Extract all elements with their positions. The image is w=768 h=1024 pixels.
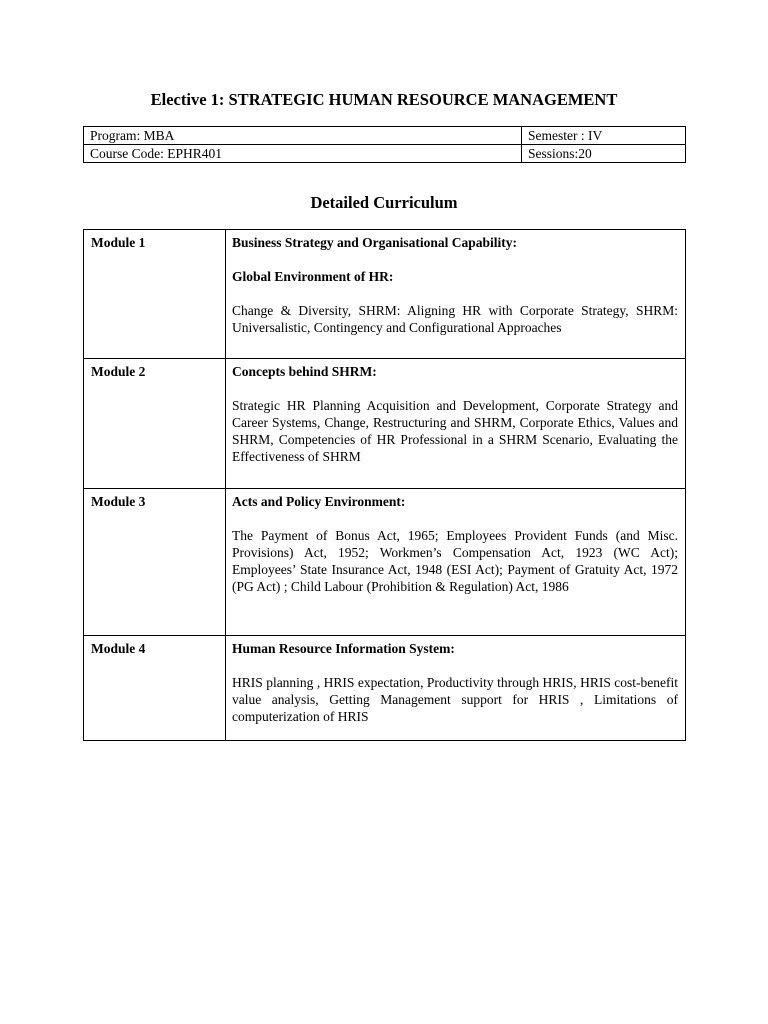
- module-label: Module 4: [84, 636, 226, 741]
- sessions-cell: Sessions:20: [522, 145, 686, 163]
- module-content: [226, 636, 686, 741]
- module-description: HRIS planning , HRIS expectation, Productivity through HRIS, HRIS cost-benefit value analysis, Getting Management support for HRIS , Limitations of computerization of HRIS: [232, 675, 678, 724]
- module-row: [84, 359, 686, 489]
- module-heading: Concepts behind SHRM:: [232, 364, 377, 379]
- page-title: Elective 1: STRATEGIC HUMAN RESOURCE MANAGEMENT: [150, 90, 618, 109]
- table-row: [84, 127, 686, 145]
- module-row: [84, 489, 686, 636]
- module-heading: Global Environment of HR:: [232, 269, 394, 284]
- module-content: [226, 359, 686, 489]
- module-label: Module 2: [84, 359, 226, 489]
- module-description: Strategic HR Planning Acquisition and Development, Corporate Strategy and Career Systems, Change, Restructuring and SHRM, Corporate Ethics, Values and SHRM, Competencies of HR Professional in a SHRM Scenario, Evaluating the Effectiveness of SHRM: [232, 398, 678, 464]
- semester-cell: Semester : IV: [522, 127, 686, 145]
- section-title: Detailed Curriculum: [310, 193, 458, 212]
- module-content: [226, 489, 686, 636]
- module-label: Module 3: [84, 489, 226, 636]
- module-description: The Payment of Bonus Act, 1965; Employees Provident Funds (and Misc. Provisions) Act, 1952; Workmen’s Compensation Act, 1923 (WC Act); Employees’ State Insurance Act, 1948 (ESI Act); Payment of Gratuity Act, 1972 (PG Act) ; Child Labour (Prohibition & Regulation) Act, 1986: [232, 528, 678, 594]
- module-heading: Human Resource Information System:: [232, 641, 455, 656]
- module-description: Change & Diversity, SHRM: Aligning HR with Corporate Strategy, SHRM: Universalistic, Contingency and Configurational Approaches: [232, 303, 678, 335]
- course-info-table: [83, 126, 686, 163]
- module-heading: Acts and Policy Environment:: [232, 494, 406, 509]
- module-row: [84, 636, 686, 741]
- curriculum-table: [83, 229, 686, 741]
- program-cell: Program: MBA: [84, 127, 522, 145]
- module-heading: Business Strategy and Organisational Capability:: [232, 235, 518, 250]
- module-content: [226, 230, 686, 359]
- table-row: [84, 145, 686, 163]
- module-label: Module 1: [84, 230, 226, 359]
- course-code-cell: Course Code: EPHR401: [84, 145, 522, 163]
- module-row: [84, 230, 686, 359]
